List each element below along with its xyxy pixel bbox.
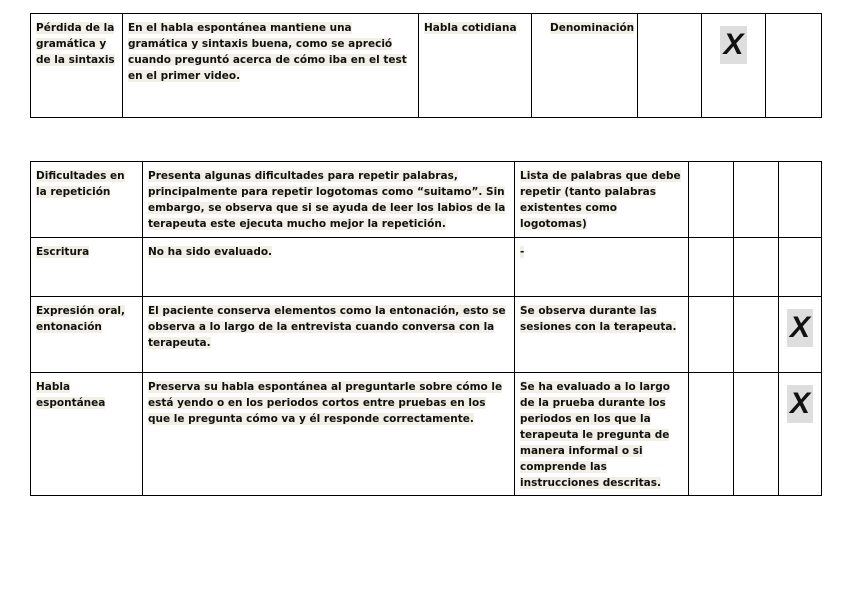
check-cell-2 [734,373,779,496]
check-cell-2 [734,297,779,373]
check-cell-3 [779,373,822,496]
area-cell: Expresión oral, entonación [31,297,143,373]
area-cell: Habla espontánea [31,373,143,496]
table-row [31,238,822,297]
description-cell: Presenta algunas dificultades para repetir palabras, principalmente para repetir logotomas como “suitamo”. Sin embargo, se observa que si se ayuda de leer los labios de la terapeuta este ejecuta mucho mejor la repetición. [143,162,515,238]
description-cell: En el habla espontánea mantiene una gramática y sintaxis buena, como se apreció cuando preguntó acerca de cómo iba en el test en el primer video. [123,14,419,118]
check-cell-2 [734,238,779,297]
description-cell: No ha sido evaluado. [143,238,515,297]
table-row [31,162,822,238]
check-cell-2 [702,14,766,118]
context-cell: - [515,238,689,297]
check-cell-1 [689,297,734,373]
check-cell-3 [779,238,822,297]
check-cell-1 [638,14,702,118]
description-cell: Preserva su habla espontánea al preguntarle sobre cómo le está yendo o en los periodos cortos entre pruebas en los que le pregunta cómo va y él responde correctamente. [143,373,515,496]
context-cell: Habla cotidiana [419,14,532,118]
check-cell-3 [779,297,822,373]
check-cell-2 [734,162,779,238]
check-mark: X [787,309,813,347]
check-cell-3 [766,14,822,118]
check-cell-1 [689,162,734,238]
context-cell: Lista de palabras que debe repetir (tanto palabras existentes como logotomas) [515,162,689,238]
check-cell-1 [689,238,734,297]
check-mark: X [787,385,813,423]
table-row [31,373,822,496]
context-cell: Se ha evaluado a lo largo de la prueba durante los periodos en los que la terapeuta le pregunta de manera informal o si comprende las instrucciones descritas. [515,373,689,496]
check-mark: X [720,26,746,64]
check-cell-1 [689,373,734,496]
area-cell: Escritura [31,238,143,297]
area-cell: Dificultades en la repetición [31,162,143,238]
table-row [31,14,822,118]
test-cell: Denominación [532,14,638,118]
context-cell: Se observa durante las sesiones con la terapeuta. [515,297,689,373]
evaluation-table-1 [30,13,822,118]
table-row [31,297,822,373]
description-cell: El paciente conserva elementos como la entonación, esto se observa a lo largo de la entrevista cuando conversa con la terapeuta. [143,297,515,373]
check-cell-3 [779,162,822,238]
evaluation-table-2 [30,161,822,496]
area-cell: Pérdida de la gramática y de la sintaxis [31,14,123,118]
